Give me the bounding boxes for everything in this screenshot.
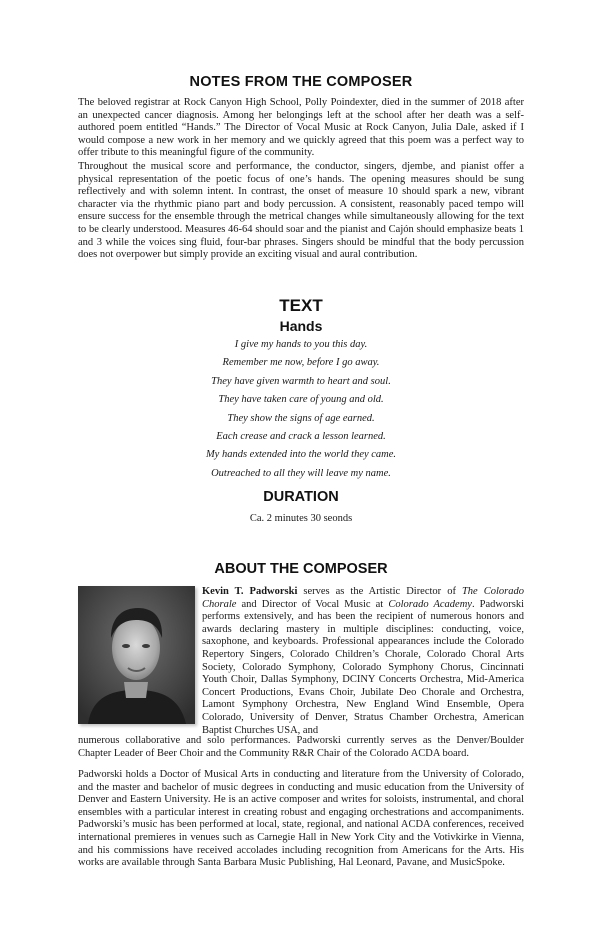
bio-text: serves as the Artistic Director of bbox=[297, 586, 462, 597]
notes-paragraph-2: Throughout the musical score and performance, the conductor, singers, djembe, and pianist offer a physical representation of the poetic focus of one’s hands. The opening measures should be sung reflectively and with solemn intent. In contrast, the onset of measure 10 should spark a new, vibrant character via the rhythmic piano part and body percussion. A consistent, reasonably paced tempo will ensure success for the ensemble through the metrical changes while simultaneously allowing for the text to be clearly understood. Measures 46-64 should soar and the pianist and Cajón should emphasize beats 1 and 3 while the voices sing fluid, four-bar phrases. Singers should be mindful that the body percussion does not overpower but simply provide an exciting visual and aural contribution. bbox=[78, 161, 524, 261]
composer-photo bbox=[78, 586, 195, 724]
poem-line: My hands extended into the world they came. bbox=[205, 449, 397, 461]
about-heading: ABOUT THE COMPOSER bbox=[214, 561, 388, 577]
text-heading: TEXT bbox=[279, 296, 323, 315]
poem-lines bbox=[78, 339, 524, 486]
bio-text: . Padworski performs extensively, and has been the recipient of numerous honors and awards declaring mastery in multiple disciplines: conducting, voice, saxophone, and keyboards. Professional appearances include the Colorado Repertory Singers, Colorado Children’s Chorale, Colorado Choral Arts Society, Colorado Symphony, Colorado Symphony Chorus, Cincinnati Youth Choir, Dallas Symphony, DCINY Concerts Orchestra, Mid-America Concert Productions, Evans Choir, Jubilate Deo Chorale and Orchestra, Lamont Symphony Orchestra, New England Wind Ensemble, Opera Colorado, University of Denver, Stratus Chamber Orchestra, American Baptist Churches USA, and bbox=[202, 598, 525, 736]
poem-line: They have taken care of young and old. bbox=[218, 394, 384, 406]
duration-heading: DURATION bbox=[263, 489, 339, 505]
notes-paragraph-1: The beloved registrar at Rock Canyon High School, Polly Poindexter, died in the summer of 2018 after an unexpected cancer diagnosis. Among her belongings left at the school after her death was a self-authored poem entitled “Hands.” The Director of Vocal Music at Rock Canyon, Julia Dale, asked if I would compose a new work in her memory and we quickly agreed that this poem was a perfect way to offer tribute to this meaningful figure of the community. bbox=[78, 97, 524, 159]
poem-line: They show the signs of age earned. bbox=[227, 412, 375, 424]
duration-value: Ca. 2 minutes 30 seonds bbox=[249, 513, 353, 524]
composer-name: Kevin T. Padworski bbox=[202, 586, 298, 597]
poem-title: Hands bbox=[279, 318, 323, 334]
bio-text: and Director of Vocal Music at bbox=[236, 598, 389, 610]
org-name: Colorado Academy bbox=[388, 598, 472, 610]
composer-bio-paragraph-2: Padworski holds a Doctor of Musical Arts in conducting and literature from the University of Colorado, and the master and bachelor of music degrees in conducting and music education from the University of Denver and Eastern University. He is an active composer and writes for soloists, instrumental, and choral ensembles with a particular interest in creating robust and engaging orchestrations and accompaniments. Padworski’s music has been performed at local, state, regional, and national ACDA conferences, received international premieres in venues such as Carnegie Hall in New York City and the Votivkirke in Vienna, and his commissions have received accolades including recognition from Americans for the Arts. His works are available through Santa Barbara Music Publishing, Hal Leonard, Pavane, and MusicSpoke. bbox=[78, 769, 524, 869]
poem-line: I give my hands to you this day. bbox=[234, 339, 368, 350]
composer-bio-continued: numerous collaborative and solo performances. Padworski currently serves as the Denver/Boulder Chapter Leader of Beer Choir and the Community R&R Chair of the Colorado ACDA board. bbox=[78, 735, 524, 759]
poem-line: Outreached to all they will leave my name. bbox=[211, 467, 391, 479]
poem-line: They have given warmth to heart and soul. bbox=[211, 375, 391, 387]
composer-portrait-image bbox=[78, 586, 195, 724]
poem-line: Each crease and crack a lesson learned. bbox=[216, 430, 386, 442]
org-name: The Colorado Chorale bbox=[202, 586, 524, 610]
composer-bio-intro bbox=[202, 586, 524, 737]
poem-line: Remember me now, before I go away. bbox=[222, 357, 380, 369]
notes-heading: NOTES FROM THE COMPOSER bbox=[189, 74, 413, 90]
